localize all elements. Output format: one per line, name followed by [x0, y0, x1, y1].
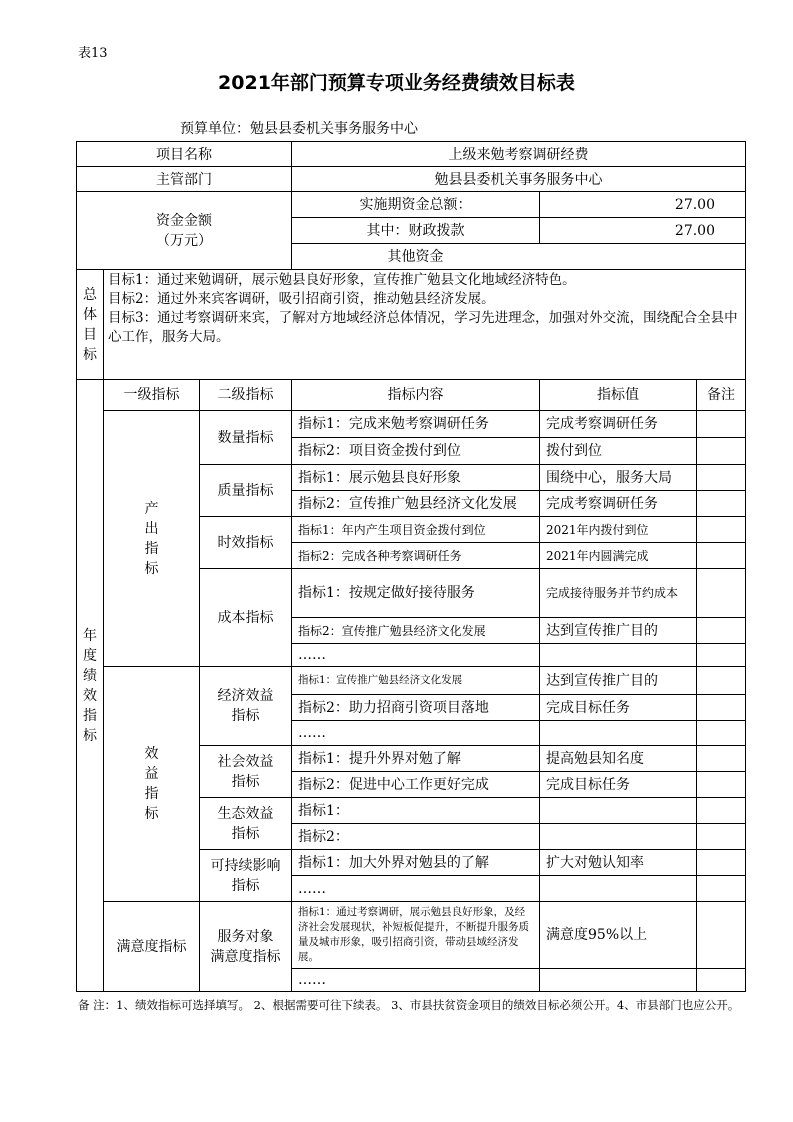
indicator-content: 指标2：项目资金拨付到位: [298, 443, 461, 459]
funds-label-line2: （万元）: [156, 232, 212, 249]
indicator-value: [540, 798, 696, 823]
header-level1: 一级指标: [123, 387, 180, 403]
social-benefit-indicator: [200, 746, 291, 797]
funds-label: [77, 192, 291, 269]
label-line: 生态效益: [217, 805, 274, 822]
table-number: 表13: [78, 46, 108, 61]
service-satisfaction-indicator: [200, 902, 291, 991]
header-level2: 二级指标: [217, 387, 274, 403]
indicator-content: 指标2：: [298, 828, 349, 845]
indicator-value: [540, 721, 696, 745]
label-char: 标: [83, 346, 97, 363]
label-char: 出: [144, 520, 159, 537]
label-char: 年: [83, 627, 97, 644]
other-funds-value: [540, 244, 745, 269]
label-line: 经济效益: [217, 688, 274, 704]
indicator-content: ……: [298, 647, 326, 663]
label-char: 总: [83, 286, 97, 303]
indicator-content: 指标1：完成来勉考察调研任务: [298, 416, 489, 432]
indicator-content: 指标1：宣传推广勉县经济文化发展: [298, 674, 463, 686]
department-value: 勉县县委机关事务服务中心: [434, 171, 603, 188]
label-char: 产: [144, 500, 159, 517]
indicator-value: 完成目标任务: [546, 776, 630, 793]
indicator-value: [540, 969, 696, 991]
indicator-content: 指标2：宣传推广勉县经济文化发展: [298, 623, 486, 638]
label-char: 体: [83, 306, 97, 323]
indicator-value: 满意度95%以上: [546, 927, 648, 943]
footnote: 备 注：1、绩效指标可选择填写。 2、根据需要可往下续表。 3、市县扶贫资金项目的绩效目标必须公开。4、市县部门也应公开。: [78, 998, 740, 1012]
indicator-value: [540, 824, 696, 849]
indicator-content: 指标2：完成各种考察调研任务: [298, 548, 462, 563]
indicator-value: 达到宣传推广目的: [546, 672, 658, 689]
indicator-content: 指标1：加大外界对勉县的了解: [298, 854, 489, 871]
indicator-value: 完成考察调研任务: [546, 495, 658, 512]
indicator-content: 指标2：促进中心工作更好完成: [298, 776, 489, 793]
output-indicator-label: [104, 411, 199, 666]
label-char: 指: [144, 786, 159, 802]
goal-1: 目标1：通过来勉调研，展示勉县良好形象，宣传推广勉县文化地域经济特色。: [108, 272, 576, 288]
indicator-content: 指标1：展示勉县良好形象: [298, 469, 461, 486]
indicator-value: [540, 876, 696, 901]
label-char: 标: [83, 727, 97, 744]
annual-indicator-label: [77, 380, 103, 991]
indicator-value: 提高勉县知名度: [546, 750, 644, 767]
satisfaction-indicator-label: 满意度指标: [116, 938, 187, 955]
label-char: 绩: [83, 667, 97, 684]
ecological-benefit-indicator: [200, 798, 291, 849]
label-line: 指标: [231, 825, 260, 842]
benefit-indicator-label: [104, 667, 199, 901]
finance-funds-label: 其中：财政拨款: [366, 222, 465, 239]
indicator-value: 完成接待服务并节约成本: [546, 586, 679, 600]
label-line: 指标: [231, 773, 260, 790]
indicator-value: 拨付到位: [546, 443, 602, 459]
overall-goal-label: [77, 270, 103, 379]
indicator-content: 指标1：年内产生项目资金拨付到位: [298, 522, 486, 537]
label-line: 社会效益: [217, 753, 274, 770]
label-char: 标: [144, 560, 159, 577]
goal-3: 目标3：通过考察调研来宾，了解对方地域经济总体情况，学习先进理念，加强对外交流，围绕配合全县中心工作，服务大局。: [108, 310, 738, 345]
indicator-content: ……: [298, 880, 326, 897]
quantity-indicator: 数量指标: [217, 429, 274, 446]
economic-benefit-indicator: [200, 667, 291, 745]
department-label: 主管部门: [156, 171, 212, 188]
page-title: 2021年部门预算专项业务经费绩效目标表: [218, 72, 575, 94]
label-line: 可持续影响: [210, 857, 281, 874]
sustainable-impact-indicator: [200, 850, 291, 901]
label-char: 指: [144, 540, 159, 557]
label-char: 指: [83, 707, 97, 724]
indicator-value: 完成目标任务: [546, 699, 630, 716]
label-line: 指标: [231, 708, 260, 724]
total-funds-value: 27.00: [674, 196, 715, 213]
label-line: 指标: [231, 877, 260, 894]
total-funds-label: 实施期资金总额：: [359, 196, 472, 213]
project-name-value: 上级来勉考察调研经费: [448, 146, 589, 163]
funds-label-line1: 资金金额: [156, 212, 212, 229]
project-name-label: 项目名称: [156, 146, 212, 163]
indicator-value: 2021年内圆满完成: [546, 548, 649, 563]
label-line: 服务对象: [217, 928, 274, 945]
label-char: 度: [83, 647, 97, 664]
quality-indicator: 质量指标: [217, 482, 274, 499]
indicator-content: 指标1：: [298, 802, 349, 819]
indicator-value: 扩大对勉认知率: [546, 854, 644, 871]
other-funds-label: 其他资金: [387, 248, 444, 265]
goal-2: 目标2：通过外来宾客调研，吸引招商引资，推动勉县经济发展。: [108, 291, 495, 307]
indicator-content: ……: [298, 972, 326, 988]
indicator-value: [540, 644, 696, 666]
label-char: 标: [144, 806, 159, 822]
header-content: 指标内容: [387, 387, 444, 403]
indicator-value: 2021年内拨付到位: [546, 522, 649, 537]
indicator-value: 完成考察调研任务: [546, 416, 658, 432]
label-char: 目: [83, 326, 97, 343]
header-remark: 备注: [707, 387, 735, 403]
label-char: 效: [144, 746, 159, 762]
indicator-value: 达到宣传推广目的: [546, 622, 658, 639]
indicator-content: 指标1：通过考察调研，展示勉县良好形象，及经济社会发展现状，补短板促提升，不断提升服务质量及城市形象，吸引招商引资，带动县域经济发展。: [298, 906, 529, 963]
overall-goal-text: [108, 271, 738, 347]
timeliness-indicator: 时效指标: [217, 534, 274, 551]
indicator-content: 指标1：按规定做好接待服务: [298, 585, 475, 601]
budget-unit: 预算单位：勉县县委机关事务服务中心: [180, 121, 418, 137]
cost-indicator: 成本指标: [217, 609, 274, 626]
indicator-content: 指标1：提升外界对勉了解: [298, 750, 461, 767]
indicator-content: ……: [298, 725, 326, 741]
indicator-value: 围绕中心，服务大局: [546, 469, 672, 486]
label-line: 满意度指标: [210, 948, 281, 965]
indicator-content: 指标2：宣传推广勉县经济文化发展: [298, 495, 517, 512]
label-char: 益: [144, 766, 159, 782]
finance-funds-value: 27.00: [674, 222, 715, 239]
label-char: 效: [83, 687, 97, 704]
header-value: 指标值: [597, 387, 639, 403]
indicator-content: 指标2：助力招商引资项目落地: [298, 699, 489, 716]
